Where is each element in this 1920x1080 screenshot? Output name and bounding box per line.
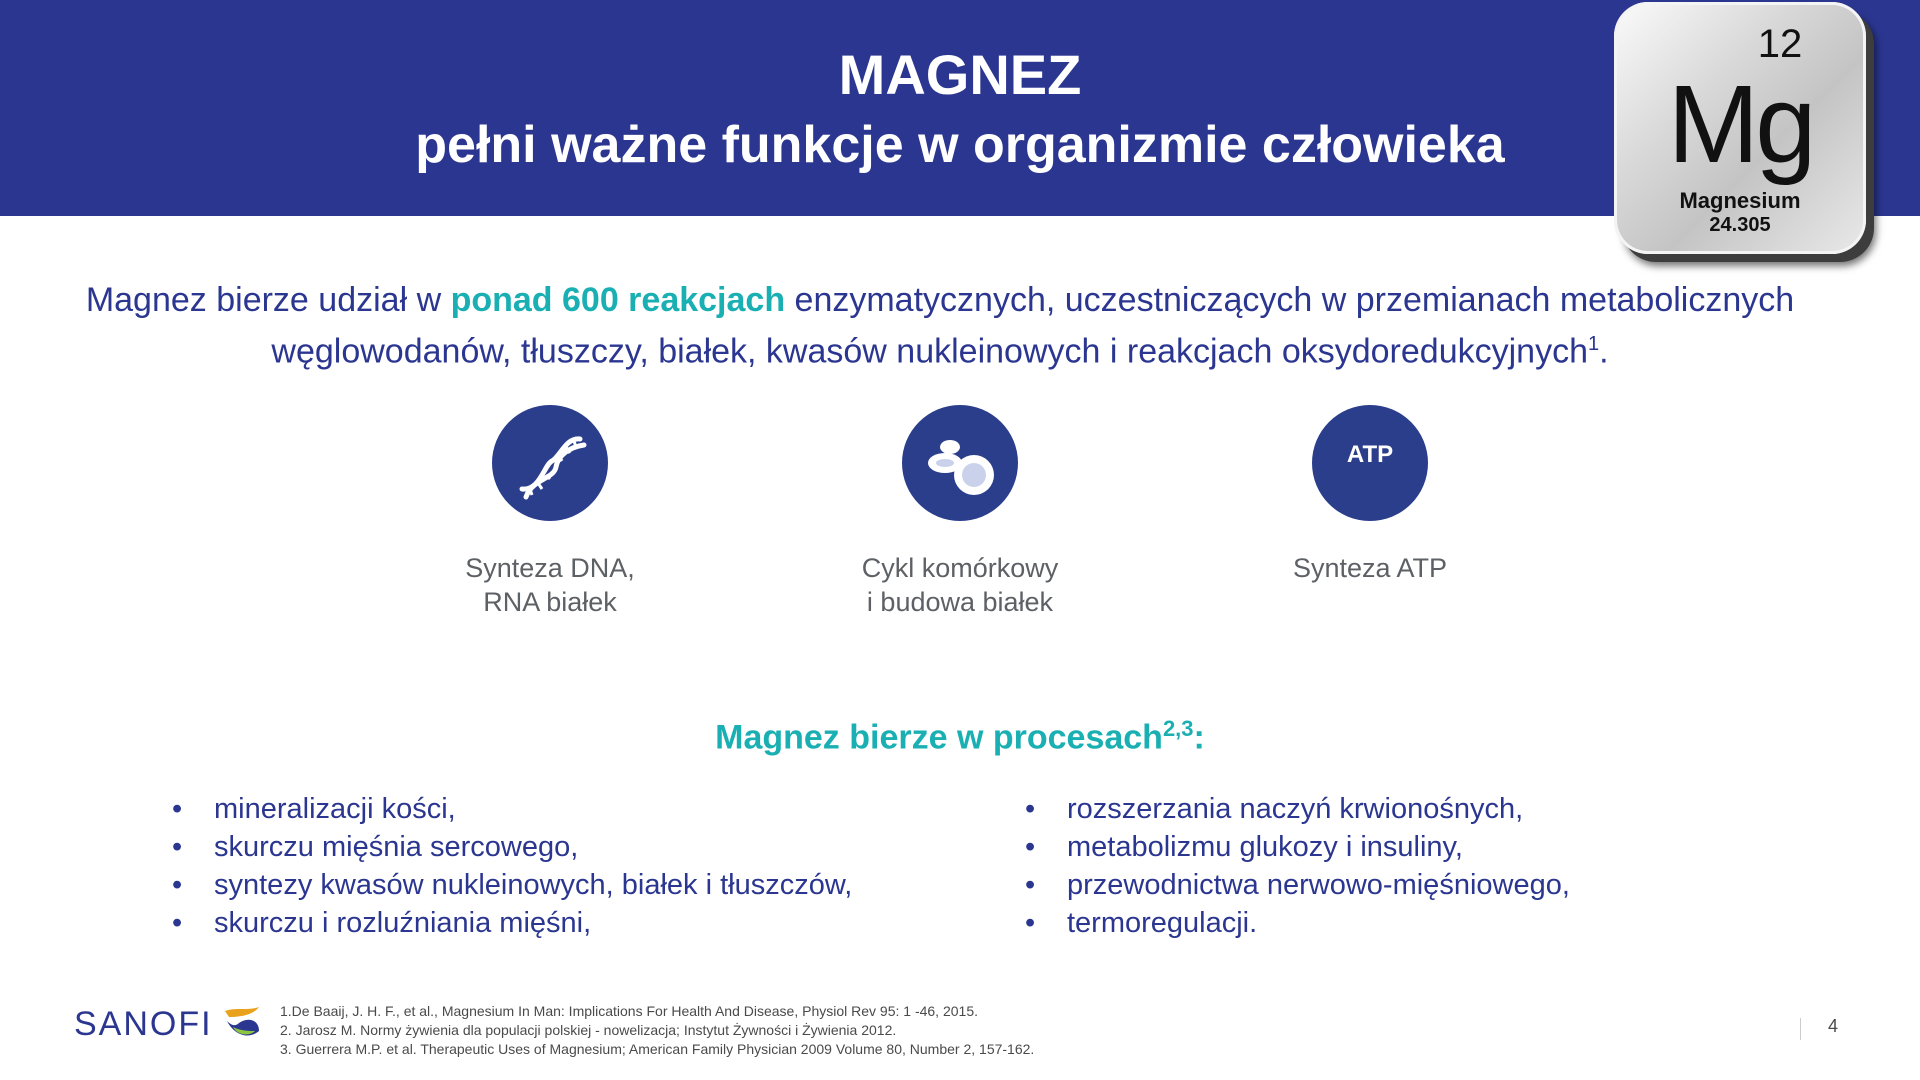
title-line-2: pełni ważne funkcje w organizmie człowieka: [415, 116, 1505, 174]
feature-label-atp: Synteza ATP: [1292, 553, 1448, 583]
dna-icon: [492, 405, 608, 521]
processes-title-colon: :: [1193, 718, 1205, 757]
atp-icon-text: ATP: [1346, 441, 1394, 468]
process-list-right: [1025, 790, 1570, 942]
sanofi-logo: [74, 1002, 265, 1046]
bullet-icon: •: [1025, 907, 1036, 939]
list-item-text: skurczu i rozluźniania mięśni,: [214, 907, 592, 939]
feature-label-dna: Synteza DNA, RNA białek: [465, 553, 635, 617]
logo-text: SANOFI: [74, 1004, 213, 1043]
feature-label-cell-cycle: Cykl komórkowy i budowa białek: [861, 553, 1059, 617]
intro-ref: 1: [1587, 333, 1600, 355]
periodic-element-tile: [1614, 2, 1866, 254]
list-item: [172, 790, 852, 828]
element-symbol: Mg: [1667, 63, 1813, 186]
list-item-text: metabolizmu glukozy i insuliny,: [1067, 831, 1463, 863]
list-item: [1025, 828, 1570, 866]
reference-item: 3. Guerrera M.P. et al. Therapeutic Uses of Magnesium; American Family Physician 2009 Volume 80, Number 2, 157-162.: [280, 1041, 1035, 1057]
reference-item: 2. Jarosz M. Normy żywienia dla populacji polskiej - nowelizacja; Instytut Żywności i Żywienia 2012.: [280, 1022, 897, 1038]
element-name: Magnesium: [1679, 188, 1801, 213]
feature-atp: [1210, 405, 1530, 585]
page-number: 4: [1828, 1016, 1839, 1036]
bullet-icon: •: [172, 831, 183, 863]
list-item-text: przewodnictwa nerwowo-mięśniowego,: [1067, 869, 1570, 901]
list-item-text: mineralizacji kości,: [214, 793, 456, 825]
title-line-1: MAGNEZ: [838, 43, 1082, 106]
page-divider: [1800, 1018, 1801, 1040]
feature-cell-cycle: [800, 405, 1120, 619]
bullet-icon: •: [172, 793, 183, 825]
bullet-icon: •: [1025, 793, 1036, 825]
sanofi-bird-icon: [219, 1001, 265, 1047]
atomic-number: 12: [1757, 22, 1803, 66]
list-item: [172, 866, 852, 904]
list-item-text: rozszerzania naczyń krwionośnych,: [1067, 793, 1524, 825]
list-item: [1025, 866, 1570, 904]
list-item: [1025, 790, 1570, 828]
list-item: [1025, 904, 1570, 942]
feature-dna: [390, 405, 710, 619]
intro-text-2: enzymatycznych, uczestniczących w przemianach metabolicznych węglowodanów, tłuszczy, białek, kwasów nukleinowych i reakcjach oksydoredukcyjnych: [271, 281, 1795, 371]
list-item: [172, 904, 852, 942]
list-item-text: termoregulacji.: [1067, 907, 1258, 939]
list-item-text: syntezy kwasów nukleinowych, białek i tłuszczów,: [214, 869, 853, 901]
bullet-icon: •: [172, 869, 183, 901]
intro-highlight: ponad 600 reakcjach: [450, 281, 786, 319]
intro-end: .: [1599, 332, 1609, 371]
bullet-icon: •: [1025, 869, 1036, 901]
references: [280, 1002, 1034, 1059]
list-item: [172, 828, 852, 866]
process-list-left: [172, 790, 852, 942]
bullet-icon: •: [172, 907, 183, 939]
intro-text-1: Magnez bierze udział w: [85, 281, 451, 319]
processes-title-ref: 2,3: [1162, 716, 1194, 741]
bullet-icon: •: [1025, 831, 1036, 863]
reference-item: 1.De Baaij, J. H. F., et al., Magnesium In Man: Implications For Health And Disease, Physiol Rev 95: 1 -46, 2015.: [280, 1003, 978, 1019]
processes-title-text: Magnez bierze w procesach: [715, 718, 1163, 757]
cells-icon: [902, 405, 1018, 521]
intro-paragraph: [80, 278, 1800, 373]
slide-title: [300, 40, 1620, 180]
list-item-text: skurczu mięśnia sercowego,: [214, 831, 579, 863]
atomic-mass: 24.305: [1709, 214, 1771, 236]
processes-title: [0, 716, 1920, 757]
atp-icon: [1312, 405, 1428, 521]
